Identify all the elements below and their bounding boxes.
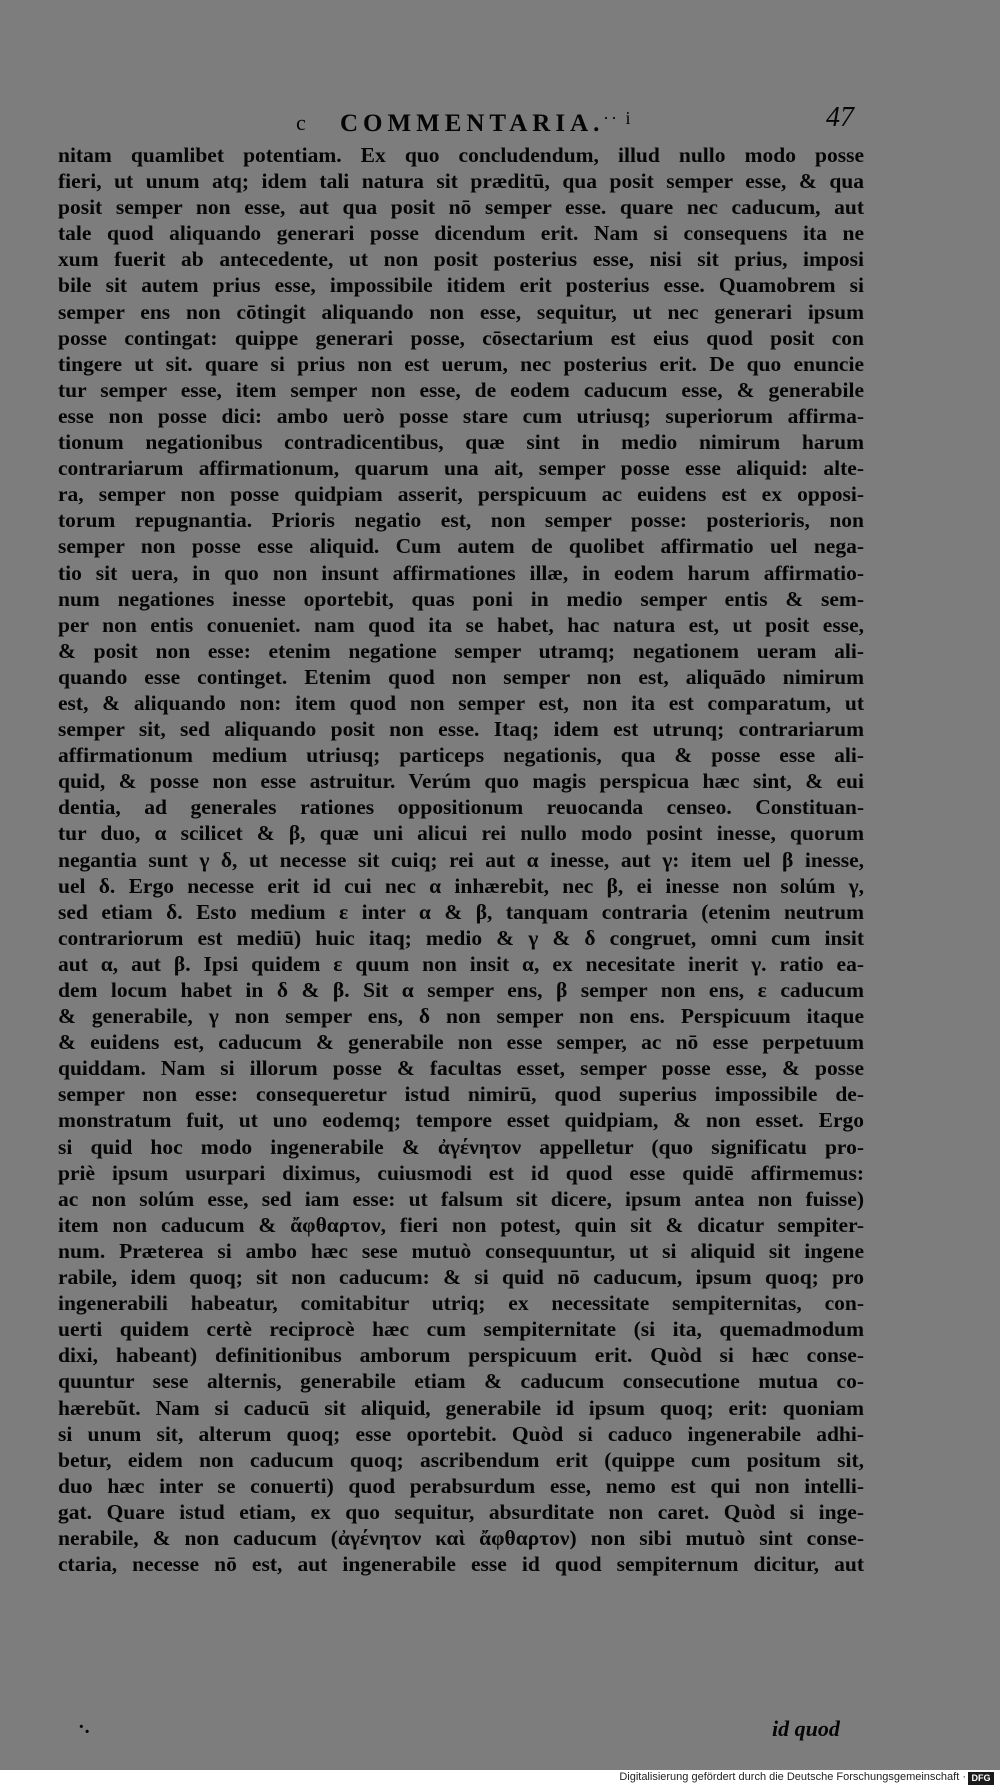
text-line: posse contingat: quippe generari posse, cōsectarium est eius quod posit con (58, 325, 864, 350)
dfg-logo: DFG (968, 1772, 994, 1785)
body-text (58, 142, 864, 1577)
text-line: semper non posse esse aliquid. Cum autem de quolibet affirmatio uel nega- (58, 534, 864, 559)
text-line: bile sit autem prius esse, impossibile itidem erit posterius esse. Quamobrem si (58, 273, 864, 298)
text-line: item non caducum & ἄφθαρτον, fieri non potest, quin sit & dicatur sempiter- (58, 1212, 864, 1237)
text-line: quando esse continget. Etenim quod non semper non est, aliquādo nimirum (58, 664, 864, 689)
text-line: uerti quidem certè reciprocè hæc cum sempiternitate (si ita, quemadmodum (58, 1317, 864, 1342)
text-line: & posit non esse: etenim negatione semper utramq; negationem ueram ali- (58, 638, 864, 663)
text-line: per non entis conueniet. nam quod ita se habet, hac natura est, ut posit esse, (58, 612, 864, 637)
text-line: dentia, ad generales rationes oppositionum reuocanda censeo. Constituan- (58, 795, 864, 820)
text-line: semper ens non cōtingit aliquando non esse, sequitur, ut nec generari ipsum (58, 299, 864, 324)
text-line: gat. Quare istud etiam, ex quo sequitur, absurditate non caret. Quòd si inge- (58, 1499, 864, 1524)
text-line: monstratum fuit, ut uno eodemq; tempore esset quidpiam, & non esset. Ergo (58, 1108, 864, 1133)
text-line: torum repugnantia. Prioris negatio est, non semper posse: posterioris, non (58, 508, 864, 533)
text-line: semper sit, sed aliquando posit non esse. Itaq; idem est utrunq; contrariarum (58, 717, 864, 742)
text-line: tale quod aliquando generari posse dicendum erit. Nam si consequens ita ne (58, 221, 864, 246)
text-line: tionum negationibus contradicentibus, quæ sint in medio nimirum harum (58, 430, 864, 455)
funding-credit: Digitalisierung gefördert durch die Deutsche Forschungsgemeinschaft · (619, 1771, 966, 1783)
text-line: duo hæc inter se conuerti) quod perabsurdum esse, nemo est qui non intelli- (58, 1473, 864, 1498)
page-number: 47 (826, 102, 854, 133)
text-line: & euidens est, caducum & generabile non esse semper, ac nō esse perpetuum (58, 1030, 864, 1055)
text-line: & generabile, γ non semper ens, δ non semper non ens. Perspicuum itaque (58, 1004, 864, 1029)
text-line: ac non solúm esse, sed iam esse: ut falsum sit dicere, ipsum antea non fuisse) (58, 1186, 864, 1211)
text-line: quiddam. Nam si illorum posse & facultas esset, semper posse esse, & posse (58, 1056, 864, 1081)
text-line: nitam quamlibet potentiam. Ex quo concludendum, illud nullo modo posse (58, 143, 864, 167)
text-line: num negationes inesse oportebit, quas poni in medio semper entis & sem- (58, 586, 864, 611)
digitization-footer (0, 1770, 1000, 1787)
header-ornament-left: c (296, 110, 306, 135)
text-line: ctaria, necesse nō est, aut ingenerabile esse id quod sempiternum dicitur, aut (58, 1552, 864, 1577)
page-header (0, 100, 1000, 140)
catchword: id quod (772, 1716, 840, 1741)
text-line: priè ipsum usurpari diximus, cuiusmodi est id quod esse quidē affirmemus: (58, 1160, 864, 1185)
text-line: posit semper non esse, aut qua posit nō semper esse. quare nec caducum, aut (58, 195, 864, 220)
text-line: rabile, idem quoq; sit non caducum: & si quid nō caducum, ipsum quoq; pro (58, 1265, 864, 1290)
text-line: hærebũt. Nam si caducū sit aliquid, generabile id ipsum quoq; erit: quoniam (58, 1395, 864, 1420)
text-line: uel δ. Ergo necesse erit id cui nec α inhærebit, nec β, ei inesse non solúm γ, (58, 873, 864, 898)
text-line: ingenerabili habeatur, comitabitur utriq; ex necessitate sempiternitas, con- (58, 1291, 864, 1316)
text-line: betur, eidem non caducum quoq; ascribendum erit (quippe cum positum sit, (58, 1447, 864, 1472)
text-line: tingere ut sit. quare si prius non est uerum, nec posterius erit. De quo enuncie (58, 351, 864, 376)
text-line: est, & aliquando non: item quod non semper est, non ita est comparatum, ut (58, 690, 864, 715)
text-line: ra, semper non posse quidpiam asserit, perspicuum ac euidens est ex opposi- (58, 482, 864, 507)
text-line: dem locum habet in δ & β. Sit α semper ens, β semper non ens, ε caducum (58, 978, 864, 1002)
signature-mark: ·. (78, 1716, 90, 1738)
text-line: tur semper esse, item semper non esse, de eodem caducum esse, & generabile (58, 377, 864, 402)
running-head: COMMENTARIA. (340, 110, 605, 137)
text-line: esse non posse dici: ambo uerò posse stare cum utriusq; superiorum affirma- (58, 403, 864, 428)
text-line: si unum sit, alterum quoq; esse oportebit. Quòd si caduco ingenerabile adhi- (58, 1421, 864, 1446)
text-line: negantia sunt γ δ, ut necesse sit cuiq; rei aut α inesse, aut γ: item uel β inesse, (58, 847, 864, 872)
text-line: semper non esse: consequeretur istud nimirū, quod superius impossibile de- (58, 1082, 864, 1107)
text-line: dixi, habeant) definitionibus amborum perspicuum erit. Quòd si hæc conse- (58, 1343, 864, 1368)
text-line: si quid hoc modo ingenerabile & ἀγένητον appelletur (quo significatu pro- (58, 1134, 864, 1159)
text-line: sed etiam δ. Esto medium ε inter α & β, tanquam contraria (etenim neutrum (58, 899, 864, 924)
text-line: xum fuerit ab antecedente, ut non posit posterius esse, nisi sit prius, imposi (58, 247, 864, 272)
text-line: num. Præterea si ambo hæc sese mutuò consequuntur, ut si aliquid sit ingene (58, 1238, 864, 1263)
text-line: quuntur sese alternis, generabile etiam & caducum consecutione mutua co- (58, 1369, 864, 1394)
text-line: tio sit uera, in quo non insunt affirmationes illæ, in eodem harum affirmatio- (58, 560, 864, 585)
text-line: fieri, ut unum atq; idem tali natura sit præditū, qua posit semper esse, & qua (58, 169, 864, 194)
text-line: affirmationum medium utriusq; particeps negationis, qua & posse esse ali- (58, 743, 864, 768)
text-line: contrariorum est mediū) huic itaq; medio & γ & δ congruet, omni cum insit (58, 925, 864, 950)
text-line: contrariarum affirmationum, quarum una ait, semper posse esse aliquid: alte- (58, 456, 864, 481)
text-line: quid, & posse non esse astruitur. Verúm quo magis perspicua hæc sint, & eui (58, 769, 864, 794)
text-line: nerabile, & non caducum (ἀγένητον καὶ ἄφθαρτον) non sibi mutuò sint conse- (58, 1525, 864, 1550)
header-ornament-right: ·· i (603, 108, 633, 128)
text-line: tur duo, α scilicet & β, quæ uni alicui rei nullo modo posint inesse, quorum (58, 821, 864, 846)
text-line: aut α, aut β. Ipsi quidem ε quum non insit α, ex necesitate inerit γ. ratio ea- (58, 951, 864, 976)
